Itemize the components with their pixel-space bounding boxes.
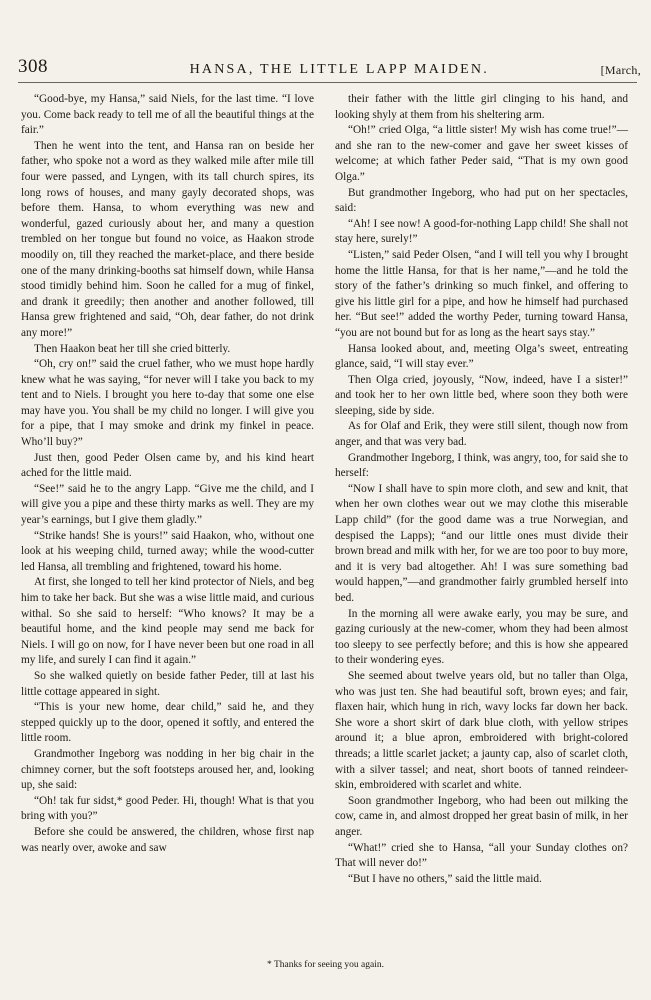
paragraph: “But I have no others,” said the little maid. — [348, 872, 542, 885]
paragraph: “Oh! tak fur sidst,* good Peder. Hi, though! What is that you bring with you?” — [21, 794, 314, 823]
right-column — [335, 92, 628, 887]
paragraph: She seemed about twelve years old, but no taller than Olga, who was just ten. She had beautiful soft, brown eyes; and fair, flaxen hair, which hung in rich, wavy locks far down her back. She wore a short skirt of dark blue cloth, with yellow stripes around it; a blue apron, embroidered with bright-colored threads; a little scarlet jacket; a jaunty cap, also of scarlet cloth, with a silver tassel; and neat, short boots of tanned reindeer-skin, embroidered with scarlet and white. — [335, 669, 628, 792]
paragraph: Grandmother Ingeborg was nodding in her big chair in the chimney corner, but the soft footsteps aroused her, and, looking up, she said: — [21, 747, 314, 792]
header-rule — [18, 82, 637, 83]
paragraph: At first, she longed to tell her kind protector of Niels, and beg him to take her back. But she was a wise little maid, and curious withal. So she said to herself: “Who knows? It may be a beautiful home, and the kind people may send me back for Niels. I will go on now, for I have never been but one road in all my life, and surely I can find it again.” — [21, 576, 314, 667]
paragraph: “Ah! I see now! A good-for-nothing Lapp child! She shall not stay here, surely!” — [335, 217, 628, 246]
page-header — [18, 48, 641, 78]
paragraph: Before she could be answered, the children, whose first nap was nearly over, awoke and saw — [21, 825, 314, 854]
paragraph: As for Olaf and Erik, they were still silent, though now from anger, and that was very bad. — [335, 420, 628, 449]
paragraph: their father with the little girl clinging to his hand, and looking shyly at them from his sheltering arm. — [335, 93, 628, 121]
paragraph: “What!” cried she to Hansa, “all your Sunday clothes on? That will never do!” — [335, 841, 628, 870]
paragraph: “Strike hands! She is yours!” said Haakon, who, without one look at his weeping child, turned away; while the wood-cutter led Hansa, all trembling and frightened, toward his home. — [21, 529, 314, 573]
paragraph: Then he went into the tent, and Hansa ran on beside her father, who spoke not a word as they walked mile after mile till four were passed, and Lyngen, with its tall church spires, its long rows of houses, and many gayly decorated shops, was before them. Hansa, to whom everything was new and wonderful, gazed curiously about her, and many a question trembled on her tongue but found no voice, as Haakon strode moodily on, till they reached the market-place, and there beside one of the many drinking-booths sat himself down, while Hansa stood timidly behind him. Soon he called for a mug of finkel, and drank it greedily; then another and another followed, till Hansa grew frightened and said, “Oh, dear father, do not drink any more!” — [21, 139, 314, 339]
running-title: HANSA, THE LITTLE LAPP MAIDEN. — [189, 62, 489, 77]
page-number: 308 — [18, 56, 48, 77]
paragraph: “Listen,” said Peder Olsen, “and I will tell you why I brought home the little Hansa, for that is her name,”—and he told the story of the father’s drinking so much finkel, and offering to give his little girl for a pipe, and how he himself had purchased her. “But see!” added the worthy Peder, turning toward Hansa, “you are not bound but for as long as the heart says stay.” — [335, 248, 628, 339]
left-column — [21, 92, 314, 856]
paragraph: “Oh!” cried Olga, “a little sister! My wish has come true!”—and she ran to the new-comer and gave her sweet kisses of welcome; at which father Peder said, “That is my own good Olga.” — [335, 124, 628, 183]
paragraph: So she walked quietly on beside father Peder, till at last his little cottage appeared in sight. — [21, 669, 314, 698]
month-label: [March, — [600, 63, 641, 77]
paragraph: In the morning all were awake early, you may be sure, and gazing curiously at the new-comer, whom they had been almost too sleepy to see perfectly before; and this is how she appeared to their wondering eyes. — [335, 607, 628, 667]
paragraph: “Good-bye, my Hansa,” said Niels, for the last time. “I love you. Come back ready to tell me of all the beautiful things at the fair.” — [21, 93, 314, 137]
paragraph: “Now I shall have to spin more cloth, and sew and knit, that when her own clothes wear out we may clothe this miserable Lapp child” (for the good dame was a true Norwegian, and despised the Lapps); “and our little ones must divide their brown bread and milk with her, for we are too poor to buy more, and it is very bad altogether. Ah! I was sure something bad would happen,”—and grandmother fairly grumbled herself into bed. — [335, 482, 628, 604]
footnote: * Thanks for seeing you again. — [267, 960, 384, 970]
paragraph: Then Haakon beat her till she cried bitterly. — [34, 342, 231, 355]
paragraph: Just then, good Peder Olsen came by, and his kind heart ached for the little maid. — [21, 451, 314, 480]
paragraph: Hansa looked about, and, meeting Olga’s sweet, entreating glance, said, “I will stay ever.” — [335, 342, 628, 371]
paragraph: Then Olga cried, joyously, “Now, indeed, have I a sister!” and took her to her own little bed, where soon they both were sleeping, side by side. — [335, 373, 628, 417]
paragraph: Soon grandmother Ingeborg, who had been out milking the cow, came in, and almost dropped her great basin of milk, in her anger. — [335, 794, 628, 838]
paragraph: But grandmother Ingeborg, who had put on her spectacles, said: — [335, 186, 628, 215]
paragraph: “This is your new home, dear child,” said he, and they stepped quickly up to the door, opened it softly, and entered the little room. — [21, 701, 314, 745]
paragraph: “See!” said he to the angry Lapp. “Give me the child, and I will give you a pipe and these thirty marks as well. They are my year’s earnings, but I give them gladly.” — [21, 482, 314, 527]
paragraph: “Oh, cry on!” said the cruel father, who we must hope hardly knew what he was saying, “for never will I take you back to my tent and to Niels. I brought you here to-day that some one else may have you. You shall be my child no longer. I will give you for a pipe, that I may smoke and drink my finkel in peace. Who’ll buy?” — [21, 358, 314, 449]
paragraph: Grandmother Ingeborg, I think, was angry, too, for said she to herself: — [335, 451, 628, 480]
